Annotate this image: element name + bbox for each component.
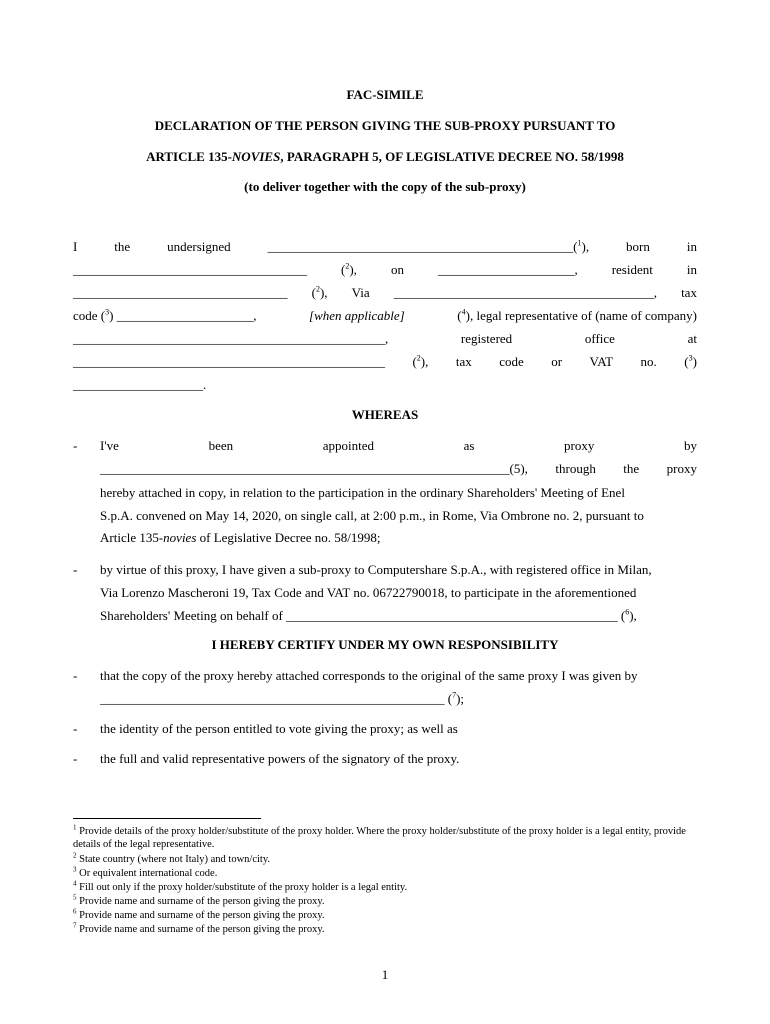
- whereas-1-line-5: Article 135-novies of Legislative Decree no. 58/1998;: [100, 530, 381, 545]
- footnote-4: $^4$ Fill out only if the proxy holder/substitute of the proxy holder is a legal entity.: [73, 879, 408, 893]
- declarant-line-5: ________________________________________________, registered office at: [73, 331, 697, 346]
- certify-heading: I HEREBY CERTIFY UNDER MY OWN RESPONSIBILITY: [211, 637, 559, 652]
- street-blank[interactable]: ________________________________________,: [393, 285, 657, 300]
- certify-1-line-1: that the copy of the proxy hereby attached corresponds to the original of the same proxy I was given by: [100, 668, 638, 683]
- whereas-1-line-1: I've been appointed as proxy by: [100, 438, 697, 453]
- footnote-6: $^6$ Provide name and surname of the person giving the proxy.: [73, 907, 325, 921]
- certify-bullet-2: -: [73, 721, 78, 736]
- doc-heading-line2: ARTICLE 135-NOVIES, PARAGRAPH 5, OF LEGISLATIVE DECREE NO. 58/1998: [146, 149, 624, 164]
- whereas-bullet-2: -: [73, 562, 78, 577]
- certify-2-line-1: the identity of the person entitled to vote giving the proxy; as well as: [100, 721, 458, 736]
- whereas-1-line-4: S.p.A. convened on May 14, 2020, on single call, at 2:00 p.m., in Rome, Via Ombrone no. 2, pursuant to: [100, 508, 644, 523]
- whereas-2-line-3: Shareholders' Meeting on behalf of ___________________________________________________ ($^6$),: [100, 607, 637, 623]
- whereas-1-line-3: hereby attached in copy, in relation to the participation in the ordinary Shareholders' Meeting of Enel: [100, 485, 625, 500]
- doc-subheading: (to deliver together with the copy of the sub-proxy): [244, 179, 526, 194]
- vat-blank[interactable]: ____________________.: [73, 377, 207, 392]
- company-blank[interactable]: ________________________________________________,: [73, 331, 389, 346]
- whereas-2-line-2: Via Lorenzo Mascheroni 19, Tax Code and VAT no. 06722790018, to participate in the aforementioned: [100, 585, 637, 600]
- tax-code-blank[interactable]: ) _____________________,: [109, 308, 257, 323]
- footnote-5: $^5$ Provide name and surname of the person giving the proxy.: [73, 893, 325, 907]
- footnote-7: $^7$ Provide name and surname of the person giving the proxy.: [73, 921, 325, 935]
- declarant-line-4: code ($^3$) _____________________, [when applicable] ($^4$), legal representative of (name of company): [73, 307, 697, 323]
- whereas-bullet-1: -: [73, 438, 78, 453]
- declarant-line-1: I the undersigned _______________________________________________($^1$), born in: [73, 238, 697, 254]
- residence-blank[interactable]: _________________________________: [73, 285, 288, 300]
- declarant-line-2: ____________________________________ ($^2$), on _____________________, resident in: [73, 261, 697, 277]
- certify-3-line-1: the full and valid representative powers of the signatory of the proxy.: [100, 751, 460, 766]
- declarant-line-3: _________________________________ ($^2$), Via ________________________________________, tax: [73, 284, 697, 300]
- doc-heading-line1: DECLARATION OF THE PERSON GIVING THE SUB-PROXY PURSUANT TO: [154, 118, 616, 133]
- certify-bullet-1: -: [73, 668, 78, 683]
- certify-bullet-3: -: [73, 751, 78, 766]
- declarant-line-6: ________________________________________________ ($^2$), tax code or VAT no. ($^3$): [73, 353, 697, 369]
- name-blank[interactable]: _______________________________________________(: [267, 239, 578, 254]
- proxy-grantor-blank[interactable]: _______________________________________________________________(5),: [100, 461, 528, 476]
- whereas-1-line-2: _______________________________________________________________(5), through the proxy: [100, 461, 697, 476]
- doc-title: FAC-SIMILE: [346, 87, 424, 102]
- whereas-2-line-1: by virtue of this proxy, I have given a sub-proxy to Computershare S.p.A., with registered office in Milan,: [100, 562, 652, 577]
- birthdate-blank[interactable]: _____________________,: [437, 262, 578, 277]
- whereas-heading: WHEREAS: [351, 407, 419, 422]
- given-by-blank[interactable]: _____________________________________________________ (: [100, 691, 453, 706]
- page-number: 1: [381, 967, 389, 982]
- declarant-line-7: [73, 377, 697, 393]
- footnote-3: $^3$ Or equivalent international code.: [73, 865, 218, 879]
- shareholder-blank[interactable]: Shareholders' Meeting on behalf of ___________________________________________________ (: [100, 608, 626, 623]
- office-blank[interactable]: ________________________________________________: [73, 354, 385, 369]
- footnote-1: $^1$ Provide details of the proxy holder/substitute of the proxy holder. Where the proxy holder/substitute of the proxy holder is a legal entity, provide details of the legal representative.: [73, 823, 686, 850]
- footnote-separator: [73, 818, 261, 819]
- footnote-2: $^2$ State country (where not Italy) and town/city.: [73, 851, 271, 865]
- certify-1-line-2: _____________________________________________________ ($^7$);: [100, 690, 465, 706]
- birthplace-blank[interactable]: ____________________________________: [73, 262, 307, 277]
